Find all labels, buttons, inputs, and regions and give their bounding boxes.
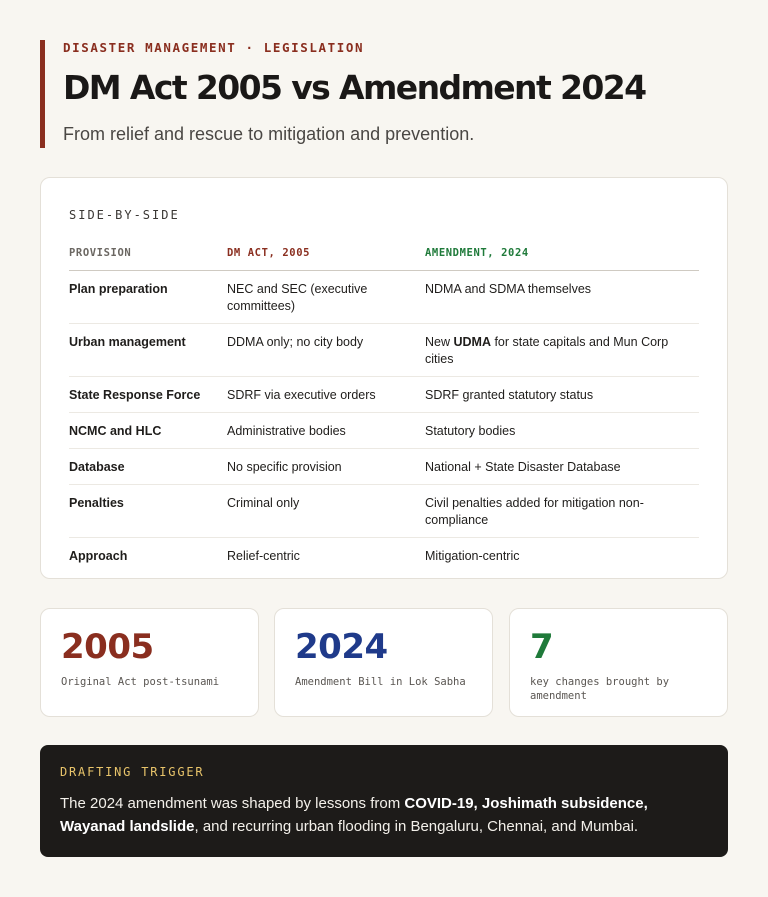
table-row [69,485,699,538]
stat-caption: Amendment Bill in Lok Sabha [295,676,466,688]
provision-cell: Approach [69,549,128,563]
amendment-2024-cell: SDRF granted statutory status [425,377,699,413]
act-2005-cell: Criminal only [227,485,425,538]
provision-cell: State Response Force [69,377,227,413]
column-header-act-2005: DM ACT, 2005 [227,246,425,271]
provision-cell: NCMC and HLC [69,413,227,449]
page-header [40,40,730,148]
udma-highlight: UDMA [453,335,491,349]
stat-value: 7 [530,627,554,667]
provision-cell: Database [69,449,227,485]
table-row [69,324,699,377]
column-header-amendment-2024: AMENDMENT, 2024 [425,246,699,271]
act-2005-cell: No specific provision [227,449,425,485]
amendment-text-prefix: New [425,335,454,349]
amendment-text-suffix: for state capitals and Mun Corp cities [425,335,669,366]
stat-caption: key changes brought by amendment [530,676,670,702]
stat-card-key-changes [509,608,728,717]
callout-label: DRAFTING TRIGGER [60,765,205,779]
provision-cell: Plan preparation [69,271,227,324]
comparison-card [40,177,728,579]
amendment-2024-cell [425,324,699,377]
table-header-row [69,246,699,271]
table-row [69,449,699,485]
callout-text [60,792,708,838]
act-2005-cell: DDMA only; no city body [227,324,425,377]
table-row [69,413,699,449]
act-2005-cell: SDRF via executive orders [227,377,425,413]
amendment-2024-cell: National + State Disaster Database [425,449,699,485]
provision-cell: Urban management [69,324,227,377]
page-subtitle: From relief and rescue to mitigation and prevention. [63,124,475,144]
callout-text-part: , and recurring urban flooding in Bengaluru, Chennai, and Mumbai. [194,818,639,835]
act-2005-cell: Administrative bodies [227,413,425,449]
amendment-2024-cell: Statutory bodies [425,413,699,449]
act-2005-cell: NEC and SEC (executive committees) [227,271,425,324]
amendment-2024-cell: Mitigation-centric [425,549,520,563]
drafting-trigger-callout [40,745,728,857]
provision-cell: Penalties [69,485,227,538]
stat-card-original-act [40,608,259,717]
comparison-table [69,246,699,573]
table-row [69,377,699,413]
page-title: DM Act 2005 vs Amendment 2024 [63,68,646,107]
stat-value: 2024 [295,627,388,667]
table-row [69,271,699,324]
column-header-provision: PROVISION [69,246,227,271]
stat-caption: Original Act post-tsunami [61,676,220,688]
table-row [69,538,699,574]
amendment-2024-cell: Civil penalties added for mitigation non-compliance [425,485,699,538]
card-label: SIDE-BY-SIDE [69,208,180,222]
amendment-2024-cell: NDMA and SDMA themselves [425,271,699,324]
stat-card-amendment-bill [274,608,493,717]
callout-highlight: COVID-19, Joshimath subsidence, Wayanad landslide [60,795,648,835]
act-2005-cell: Relief-centric [227,549,300,563]
stat-value: 2005 [61,627,154,667]
callout-text-part: The 2024 amendment was shaped by lessons from [60,795,405,812]
kicker: DISASTER MANAGEMENT · LEGISLATION [63,40,365,55]
